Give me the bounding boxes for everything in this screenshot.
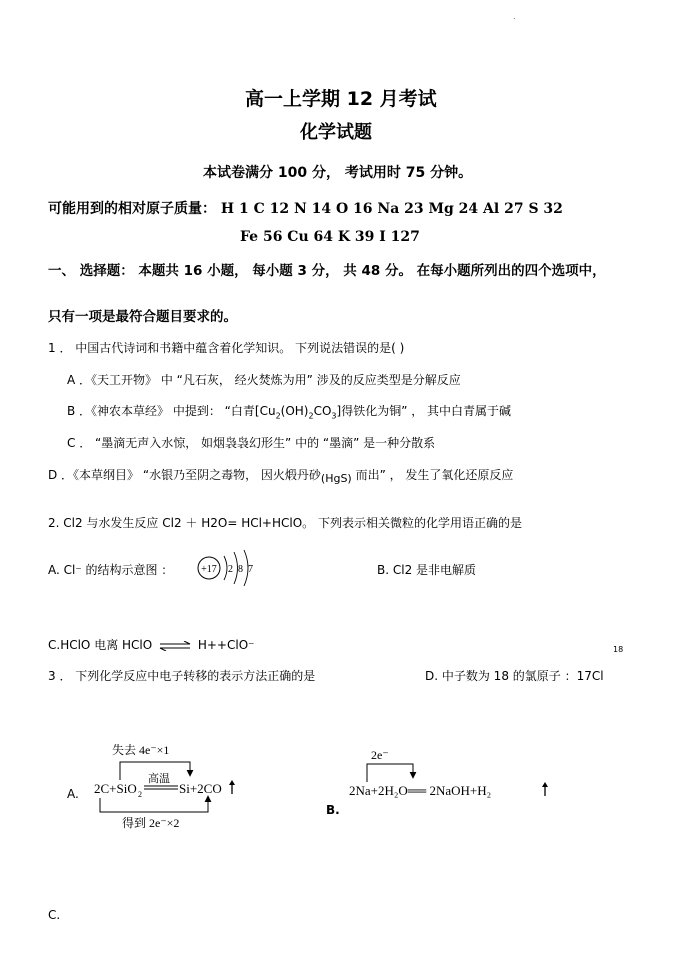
section-heading-2: 只有一项是最符合题目要求的。	[48, 309, 237, 325]
b-equation: 2Na+2H₂O══ 2NaOH+H₂	[349, 783, 492, 798]
q2-option-d: D. 中子数为 18 的氯原子 ：17Cl	[425, 669, 604, 683]
subject-title: 化学试题	[300, 122, 372, 143]
q2-option-b: B. Cl2 是非电解质	[377, 563, 477, 577]
atomic-mass-line1: 可能用到的相对原子质量： H 1 C 12 N 14 O 16 Na 23 Mg 24 Al 27 S 32	[48, 201, 563, 217]
gain-electrons-label: 得到 2e⁻×2	[122, 816, 180, 830]
q2-option-d-superscript: 18	[613, 645, 624, 654]
q3-option-b-label: B.	[326, 803, 340, 817]
reversible-arrow-icon	[158, 641, 192, 651]
q1-option-d: D ．《本草纲目》 “水银乃至阴之毒物， 因火煅丹砂(HgS) 而出” ， 发生了氧化还原反应	[48, 468, 514, 485]
nucleus-charge: +17	[201, 564, 217, 575]
q1-option-a: A ．《天工开物》 中 “凡石灰， 经火焚炼为用” 涉及的反应类型是分解反应	[67, 373, 461, 387]
section-heading: 一、 选择题： 本题共 16 小题， 每小题 3 分， 共 48 分。 在每小题所列出的四个选项中，	[48, 263, 606, 279]
shell-2-electrons: 8	[238, 564, 243, 575]
eq-sub: 2	[138, 790, 142, 799]
q3-option-a-diagram	[86, 742, 246, 832]
q2-option-a-label: A. Cl⁻ 的结构示意图 ：	[48, 563, 174, 577]
lose-electrons-label: 失去 4e⁻×1	[112, 743, 170, 757]
shell-1-electrons: 2	[228, 564, 233, 575]
eq-right: Si+2CO	[179, 781, 222, 796]
q1-option-c: C ． “墨滴无声入水惊， 如烟袅袅幻形生” 中的 “墨滴” 是一种分散系	[67, 436, 436, 450]
eq-left: 2C+SiO	[94, 781, 137, 796]
exam-info: 本试卷满分 100 分， 考试用时 75 分钟。	[203, 165, 473, 181]
corner-mark: .	[513, 12, 516, 21]
q3-stem: 3 ． 下列化学反应中电子转移的表示方法正确的是	[48, 669, 316, 683]
chloride-structure-diagram	[192, 546, 258, 586]
q3-option-a-label: A.	[67, 787, 79, 801]
condition-text: 高温	[148, 773, 170, 785]
b-electrons-label: 2e⁻	[371, 748, 389, 762]
exam-title: 高一上学期 12 月考试	[245, 88, 437, 110]
q2-option-c: C.HClO 电离 HClO H++ClO⁻	[48, 638, 255, 652]
q1-option-b: B ．《神农本草经》 中提到： “白青$[Cu_2(OH)_2CO_3]$得铁化为铜” ， 其中白青属于碱	[67, 404, 512, 421]
shell-3-electrons: 7	[248, 564, 253, 575]
atomic-mass-line2: Fe 56 Cu 64 K 39 I 127	[240, 229, 420, 245]
q3-option-b-diagram	[345, 746, 550, 804]
q2-stem: 2. Cl2 与水发生反应 Cl2 ＋ H2O= HCl+HClO。 下列表示相关微粒的化学用语正确的是	[48, 516, 522, 530]
q1-stem: 1 ． 中国古代诗词和书籍中蕴含着化学知识。 下列说法错误的是( )	[48, 341, 405, 355]
q3-option-c-label: C.	[48, 908, 61, 922]
